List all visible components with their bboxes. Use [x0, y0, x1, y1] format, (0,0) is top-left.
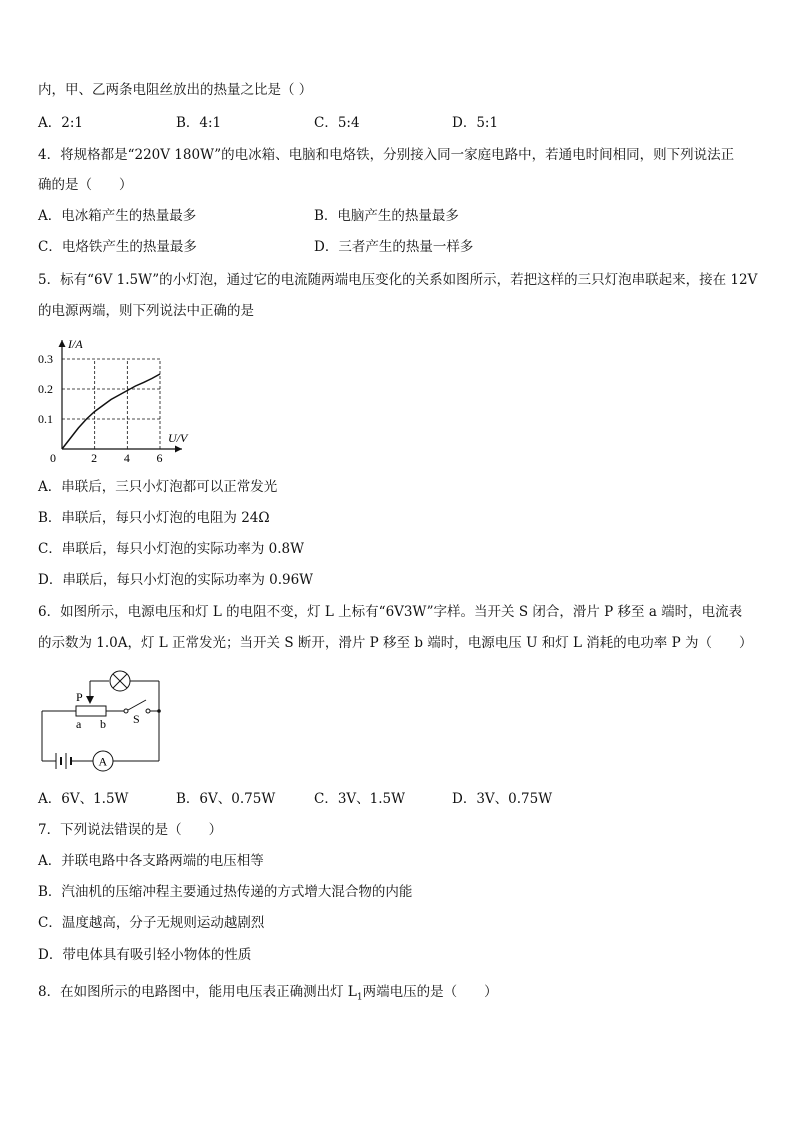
q2-option-b: B．4:1 — [176, 115, 222, 131]
q5-stem-line1: 5．标有“6V 1.5W”的小灯泡，通过它的电流随两端电压变化的关系如图所示，若把这样的三只灯泡串联起来，接在 12V — [38, 272, 758, 288]
q5-stem-line2: 的电源两端，则下列说法中正确的是 — [38, 303, 254, 319]
q6-stem-line2: 的示数为 1.0A，灯 L 正常发光；当开关 S 断开，滑片 P 移至 b 端时，电源电压 U 和灯 L 消耗的电功率 P 为（ ） — [38, 635, 753, 651]
q5-option-a: A．串联后，三只小灯泡都可以正常发光 — [38, 479, 278, 495]
q7-option-c: C．温度越高，分子无规则运动越剧烈 — [38, 915, 265, 931]
q8-subscript: 1 — [356, 992, 363, 1003]
terminal-label-b: b — [100, 717, 106, 731]
y-axis-label: I/A — [68, 337, 83, 351]
q5-option-c: C．串联后，每只小灯泡的实际功率为 0.8W — [38, 541, 304, 557]
terminal-label-a: a — [76, 717, 82, 731]
x-tick-label: 2 — [91, 451, 98, 465]
x-axis-label: U/V — [168, 431, 188, 445]
iu-graph — [36, 334, 196, 466]
q5-option-b: B．串联后，每只小灯泡的电阻为 24Ω — [38, 510, 270, 526]
y-tick-label: 0.1 — [38, 412, 53, 426]
q7-option-a: A．并联电路中各支路两端的电压相等 — [38, 853, 264, 869]
q6-stem-line1: 6．如图所示，电源电压和灯 L 的电阻不变，灯 L 上标有“6V3W”字样。当开关 S 闭合，滑片 P 移至 a 端时，电流表 — [38, 604, 743, 620]
slider-arrow-icon — [86, 696, 94, 704]
q4-option-d: D．三者产生的热量一样多 — [314, 239, 474, 255]
q4-option-a: A．电冰箱产生的热量最多 — [38, 208, 197, 224]
q6-option-b: B．6V、0.75W — [176, 791, 276, 807]
ammeter-icon — [93, 751, 113, 771]
lamp-icon — [110, 671, 130, 691]
q7-option-d: D．带电体具有吸引轻小物体的性质 — [38, 947, 252, 963]
x-tick-label: 6 — [156, 451, 163, 465]
q6-option-a: A．6V、1.5W — [38, 791, 129, 807]
q7-stem: 7．下列说法错误的是（ ） — [38, 822, 223, 838]
q4-stem-line2: 确的是（ ） — [38, 177, 133, 193]
x-tick-label: 4 — [123, 451, 130, 465]
y-tick-label: 0.2 — [38, 382, 53, 396]
q2-option-a: A．2:1 — [38, 115, 83, 131]
q2-option-c: C．5:4 — [314, 115, 360, 131]
q4-option-b: B．电脑产生的热量最多 — [314, 208, 459, 224]
y-tick-label: 0.3 — [38, 352, 53, 366]
iu-curve — [62, 374, 160, 449]
switch-label-s: S — [133, 712, 140, 726]
q4-stem-line1: 4．将规格都是“220V 180W”的电冰箱、电脑和电烙铁，分别接入同一家庭电路中，若通电时间相同，则下列说法正 — [38, 147, 735, 163]
q2-tail-text: 内，甲、乙两条电阻丝放出的热量之比是（ ） — [38, 82, 313, 98]
q4-option-c: C．电烙铁产生的热量最多 — [38, 239, 197, 255]
q6-option-d: D．3V、0.75W — [452, 791, 553, 807]
battery-icon — [56, 753, 71, 769]
q2-option-d: D．5:1 — [452, 115, 499, 131]
q6-circuit-diagram — [36, 665, 166, 780]
ammeter-label: A — [98, 754, 108, 769]
origin-label: 0 — [50, 451, 56, 465]
q8-stem-before: 8．在如图所示的电路图中，能用电压表正确测出灯 L — [38, 984, 357, 1000]
q8-stem — [38, 983, 498, 1007]
chart-grid — [62, 359, 160, 449]
q8-stem-after: 两端电压的是（ ） — [362, 984, 498, 1000]
rheostat — [76, 706, 106, 716]
q7-option-b: B．汽油机的压缩冲程主要通过热传递的方式增大混合物的内能 — [38, 884, 413, 900]
slider-label-p: P — [76, 690, 83, 704]
q5-option-d: D．串联后，每只小灯泡的实际功率为 0.96W — [38, 572, 314, 588]
q6-option-c: C．3V、1.5W — [314, 791, 406, 807]
